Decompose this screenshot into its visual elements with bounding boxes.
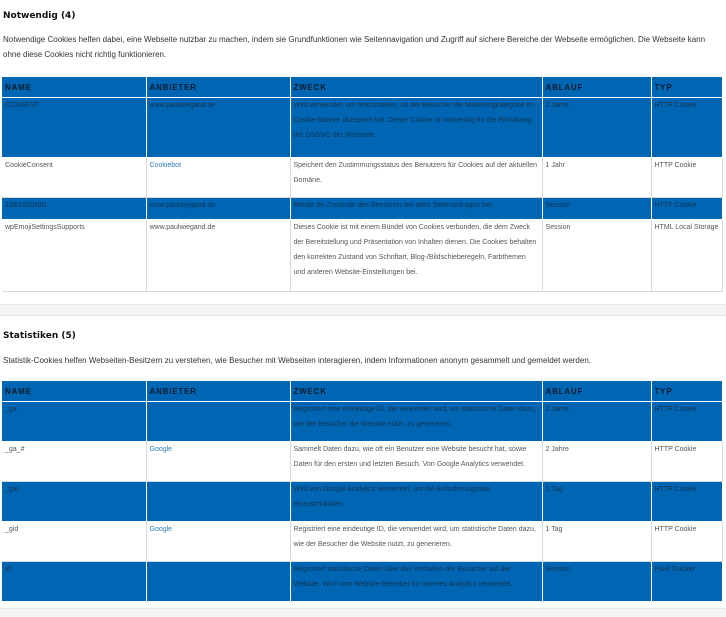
column-header-name: NAME: [2, 381, 146, 402]
table-row: [2, 562, 722, 602]
cookie-provider-link[interactable]: Cookiebot: [146, 158, 290, 198]
cookie-expiry: 1 Tag: [542, 482, 651, 522]
cookie-purpose: Dieses Cookie ist mit einem Bündel von Cookies verbunden, die dem Zweck der Bereitstellung und Präsentation von Inhalten dienen. Die Cookies behalten den korrekten Zustand von Schriftart, Blog-/Bildschieberegeln, Farbthemen und anderen Website-Einstellungen bei.: [290, 220, 542, 292]
cookie-provider: [146, 402, 290, 442]
table-row: [2, 158, 722, 198]
cookie-purpose: Wird von Google Analytics verwendet, um die Anforderungsrate einzuschränken: [290, 482, 542, 522]
cookie-name: _gat: [2, 482, 146, 522]
cookie-expiry: 2 Jahre: [542, 98, 651, 158]
table-row: [2, 198, 722, 220]
cookie-provider: [146, 482, 290, 522]
cookie-purpose: Wird verwendet, um festzustellen, ob der Besucher die Marketingkategorie im Cookie-Banner akzeptiert hat. Dieser Cookie ist notwendig für die Einhaltung der DSGVO der Webseite.: [290, 98, 542, 158]
cookie-type: HTTP Cookie: [651, 522, 722, 562]
cookie-purpose: Sammelt Daten dazu, wie oft ein Benutzer eine Website besucht hat, sowie Daten für den ersten und letzten Besuch. Von Google Analytics verwendet.: [290, 442, 542, 482]
column-header-type: TYP: [651, 77, 722, 98]
cookie-table-necessary: [2, 77, 723, 292]
cookie-type: HTTP Cookie: [651, 442, 722, 482]
table-row: [2, 482, 722, 522]
cookie-type: HTML Local Storage: [651, 220, 722, 292]
column-header-expiry: ABLAUF: [542, 381, 651, 402]
cookie-purpose: Speichert den Zustimmungsstatus des Benutzers für Cookies auf der aktuellen Domäne.: [290, 158, 542, 198]
section-description-necessary: Notwendige Cookies helfen dabei, eine Webseite nutzbar zu machen, indem sie Grundfunktionen wie Seitennavigation und Zugriff auf sichere Bereiche der Webseite ermöglichen. Die Webseite kann ohne diese Cookies nicht richtig funktionieren.: [3, 35, 706, 59]
table-header-row: [2, 381, 722, 402]
cookie-expiry: 2 Jahre: [542, 402, 651, 442]
column-header-type: TYP: [651, 381, 722, 402]
cookie-purpose: Registriert eine eindeutige ID, die verwendet wird, um statistische Daten dazu, wie der Besucher die Website nutzt, zu generieren.: [290, 522, 542, 562]
cookie-provider: [146, 562, 290, 602]
column-header-name: NAME: [2, 77, 146, 98]
section-title-necessary: Notwendig (4): [3, 11, 76, 21]
cookie-name: CONSENT: [2, 98, 146, 158]
table-header-row: [2, 77, 722, 98]
cookie-purpose: Registriert statistische Daten über das Verhalten der Besucher auf der Website. Wird vom Website-Betreiber für internes Analytics verwendet.: [290, 562, 542, 602]
column-header-purpose: ZWECK: [290, 77, 542, 98]
cookie-name: td: [2, 562, 146, 602]
cookie-type: HTTP Cookie: [651, 158, 722, 198]
cookie-expiry: Session: [542, 198, 651, 220]
table-row: [2, 220, 722, 292]
cookie-type: Pixel Tracker: [651, 562, 722, 602]
cookie-type: HTTP Cookie: [651, 98, 722, 158]
cookie-expiry: Session: [542, 562, 651, 602]
cookie-provider-link[interactable]: Google: [146, 522, 290, 562]
cookie-expiry: 1 Jahr: [542, 158, 651, 198]
section-divider: [0, 304, 726, 316]
table-row: [2, 98, 722, 158]
table-row: [2, 402, 722, 442]
cookie-name: JSESSIONID: [2, 198, 146, 220]
cookie-type: HTTP Cookie: [651, 198, 722, 220]
section-title-statistics: Statistiken (5): [3, 331, 76, 341]
cookie-provider: www.paulwiegand.de: [146, 220, 290, 292]
table-row: [2, 442, 722, 482]
section-description-statistics: Statistik-Cookies helfen Webseiten-Besitzern zu verstehen, wie Besucher mit Webseiten interagieren, indem Informationen anonym gesammelt und gemeldet werden.: [3, 356, 592, 365]
cookie-type: HTTP Cookie: [651, 482, 722, 522]
cookie-table-statistics: [2, 381, 723, 602]
cookie-name: _ga_#: [2, 442, 146, 482]
cookie-name: _gid: [2, 522, 146, 562]
cookie-provider: www.paulwiegand.de: [146, 98, 290, 158]
cookie-provider-link[interactable]: Google: [146, 442, 290, 482]
cookie-provider: www.paulwiegand.de: [146, 198, 290, 220]
cookie-name: wpEmojiSettingsSupports: [2, 220, 146, 292]
cookie-purpose: Behält die Zustände des Benutzers bei allen Seitenanfragen bei.: [290, 198, 542, 220]
column-header-expiry: ABLAUF: [542, 77, 651, 98]
cookie-name: CookieConsent: [2, 158, 146, 198]
column-header-provider: ANBIETER: [146, 77, 290, 98]
cookie-type: HTTP Cookie: [651, 402, 722, 442]
cookie-name: _ga: [2, 402, 146, 442]
table-row: [2, 522, 722, 562]
section-divider: [0, 608, 726, 617]
cookie-purpose: Registriert eine eindeutige ID, die verwendet wird, um statistische Daten dazu, wie der Besucher die Website nutzt, zu generieren.: [290, 402, 542, 442]
cookie-expiry: Session: [542, 220, 651, 292]
cookie-expiry: 1 Tag: [542, 522, 651, 562]
cookie-expiry: 2 Jahre: [542, 442, 651, 482]
column-header-provider: ANBIETER: [146, 381, 290, 402]
column-header-purpose: ZWECK: [290, 381, 542, 402]
